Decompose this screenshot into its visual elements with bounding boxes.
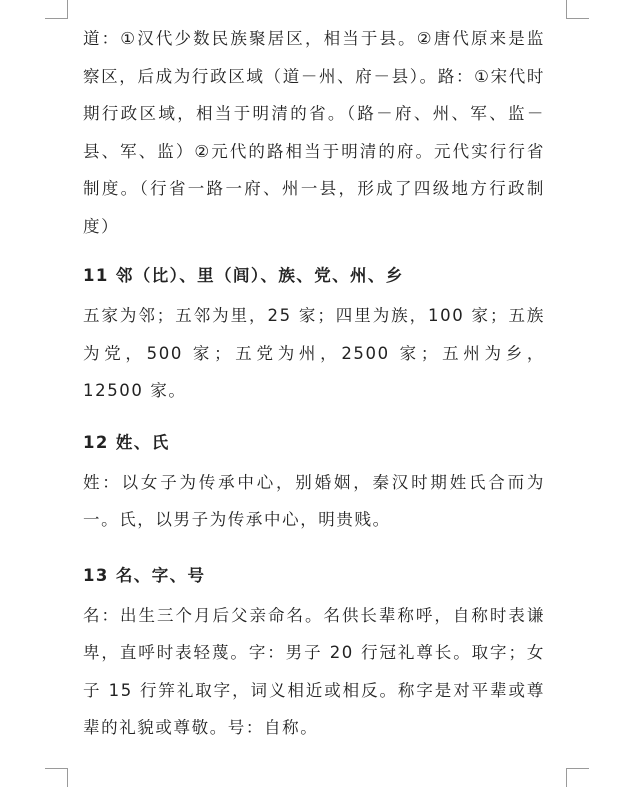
paragraph-11[interactable]: 五家为邻；五邻为里，25 家；四里为族，100 家；五族为党，500 家；五党为州，2500 家；五州为乡，12500 家。 <box>83 306 545 400</box>
paragraph-13[interactable]: 名：出生三个月后父亲命名。名供长辈称呼，自称时表谦卑，直呼时表轻蔑。字：男子 20 行冠礼尊长。取字；女子 15 行笄礼取字，词义相近或相反。称字是对平辈或尊辈的礼貌或尊敬。号：自称。 <box>83 605 545 737</box>
paragraph-12[interactable]: 姓：以女子为传承中心，别婚姻，秦汉时期姓氏合而为一。氏，以男子为传承中心，明贵贱。 <box>83 472 545 529</box>
heading-12[interactable]: 12 姓、氏 <box>83 432 170 452</box>
corner-mark-bottom-right <box>566 768 589 787</box>
document-body[interactable] <box>83 20 545 747</box>
heading-13[interactable]: 13 名、字、号 <box>83 565 206 585</box>
paragraph-dao-lu[interactable]: 道：①汉代少数民族聚居区，相当于县。②唐代原来是监察区，后成为行政区域（道－州、府－县）。路：①宋代时期行政区域，相当于明清的省。（路－府、州、军、监－县、军、监）②元代的路相当于明清的府。元代实行行省制度。（行省一路一府、州一县，形成了四级地方行政制度） <box>83 29 545 236</box>
corner-mark-top-left <box>45 0 68 19</box>
corner-mark-top-right <box>566 0 589 19</box>
heading-11[interactable]: 11 邻（比）、里（闾）、族、党、州、乡 <box>83 266 404 285</box>
corner-mark-bottom-left <box>45 768 68 787</box>
